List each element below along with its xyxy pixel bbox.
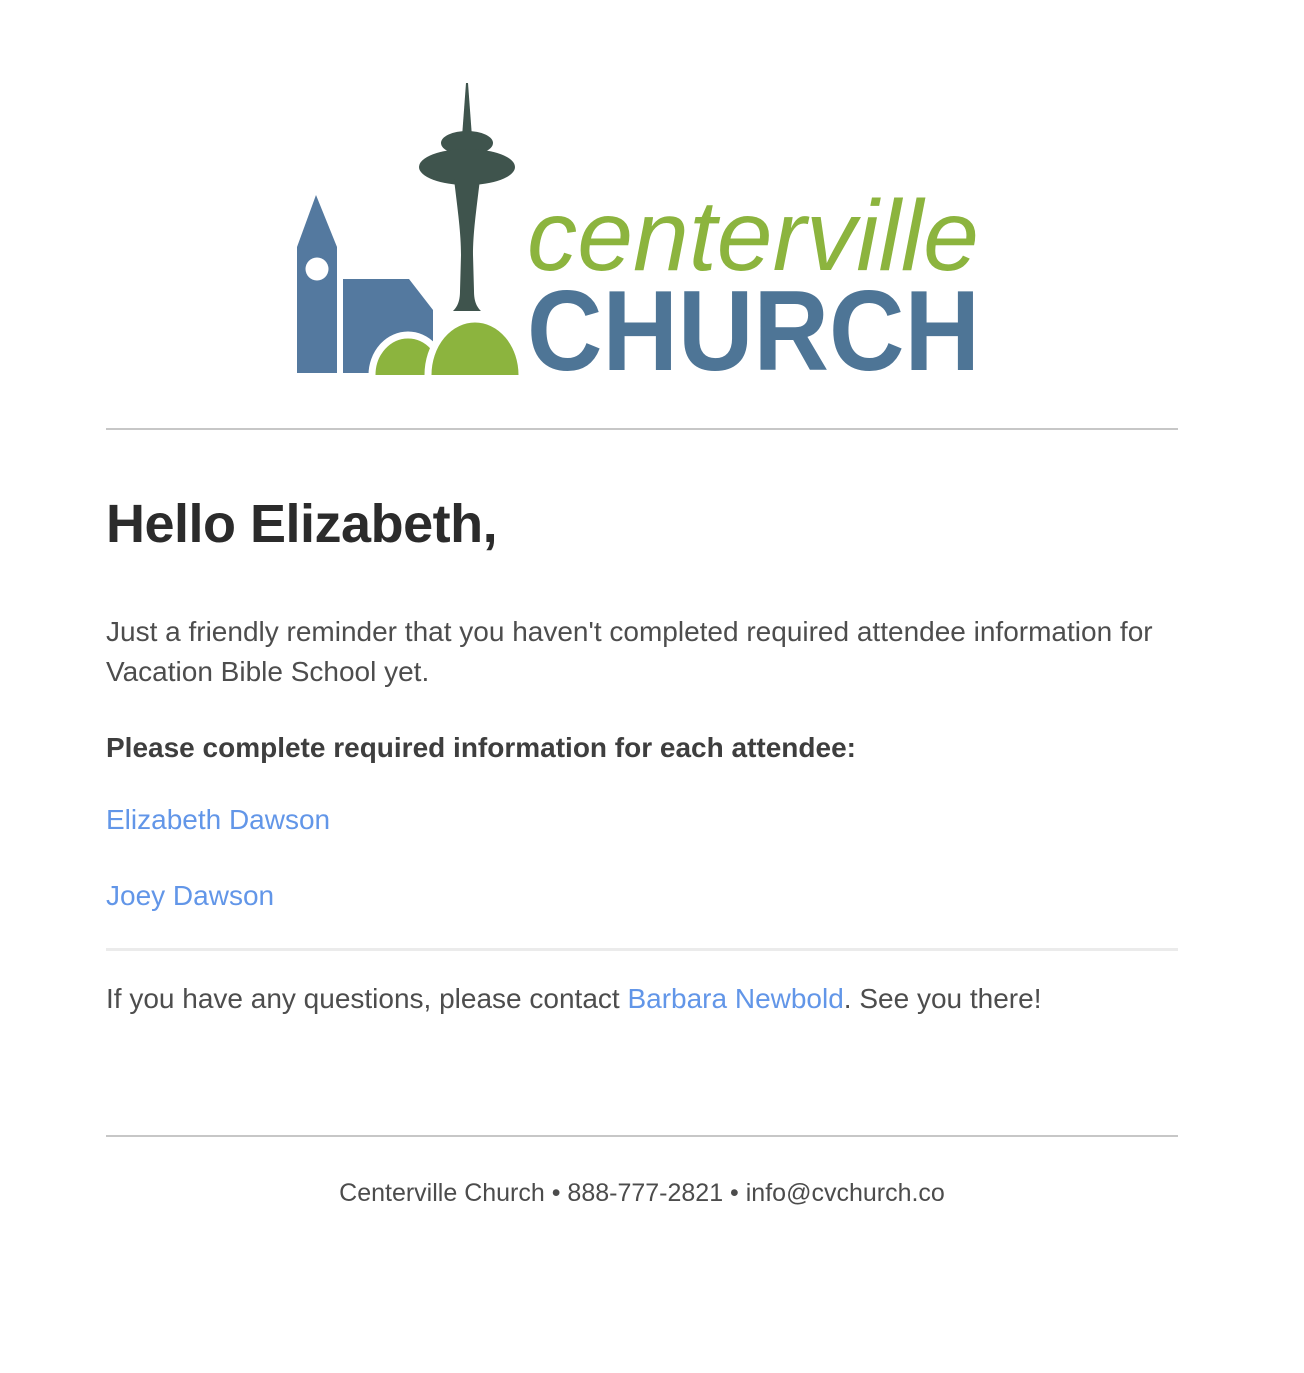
footer-contact-info: Centerville Church • 888-777-2821 • info@cvchurch.co xyxy=(339,1179,945,1207)
clock-tower-icon xyxy=(297,195,337,373)
contact-text-suffix: . See you there! xyxy=(843,983,1042,1014)
divider-top xyxy=(106,428,1178,430)
attendee-link-row xyxy=(106,800,1178,840)
contact-link-barbara-newbold[interactable]: Barbara Newbold xyxy=(627,983,844,1014)
attendee-link-elizabeth-dawson[interactable]: Elizabeth Dawson xyxy=(106,804,331,835)
greeting-heading: Hello Elizabeth, xyxy=(106,494,498,554)
logo-wordmark-bottom: CHURCH xyxy=(527,268,980,375)
divider-middle xyxy=(106,948,1178,951)
attendee-link-joey-dawson[interactable]: Joey Dawson xyxy=(106,880,275,911)
divider-bottom xyxy=(106,1135,1178,1137)
contact-paragraph xyxy=(106,979,1178,1019)
church-skyline-logo-icon xyxy=(297,83,987,375)
centerville-church-logo xyxy=(297,83,987,375)
instruction-paragraph: Please complete required information for each attendee: xyxy=(106,732,856,763)
email-body xyxy=(106,83,1178,1250)
logo-wordmark-top: centerville xyxy=(527,180,979,292)
contact-text-prefix: If you have any questions, please contact xyxy=(106,983,628,1014)
space-needle-icon xyxy=(419,83,515,311)
bush-large-icon xyxy=(428,319,522,375)
attendee-link-row xyxy=(106,876,1178,916)
reminder-paragraph: Just a friendly reminder that you haven't completed required attendee information for Vacation Bible School yet. xyxy=(106,616,1153,687)
